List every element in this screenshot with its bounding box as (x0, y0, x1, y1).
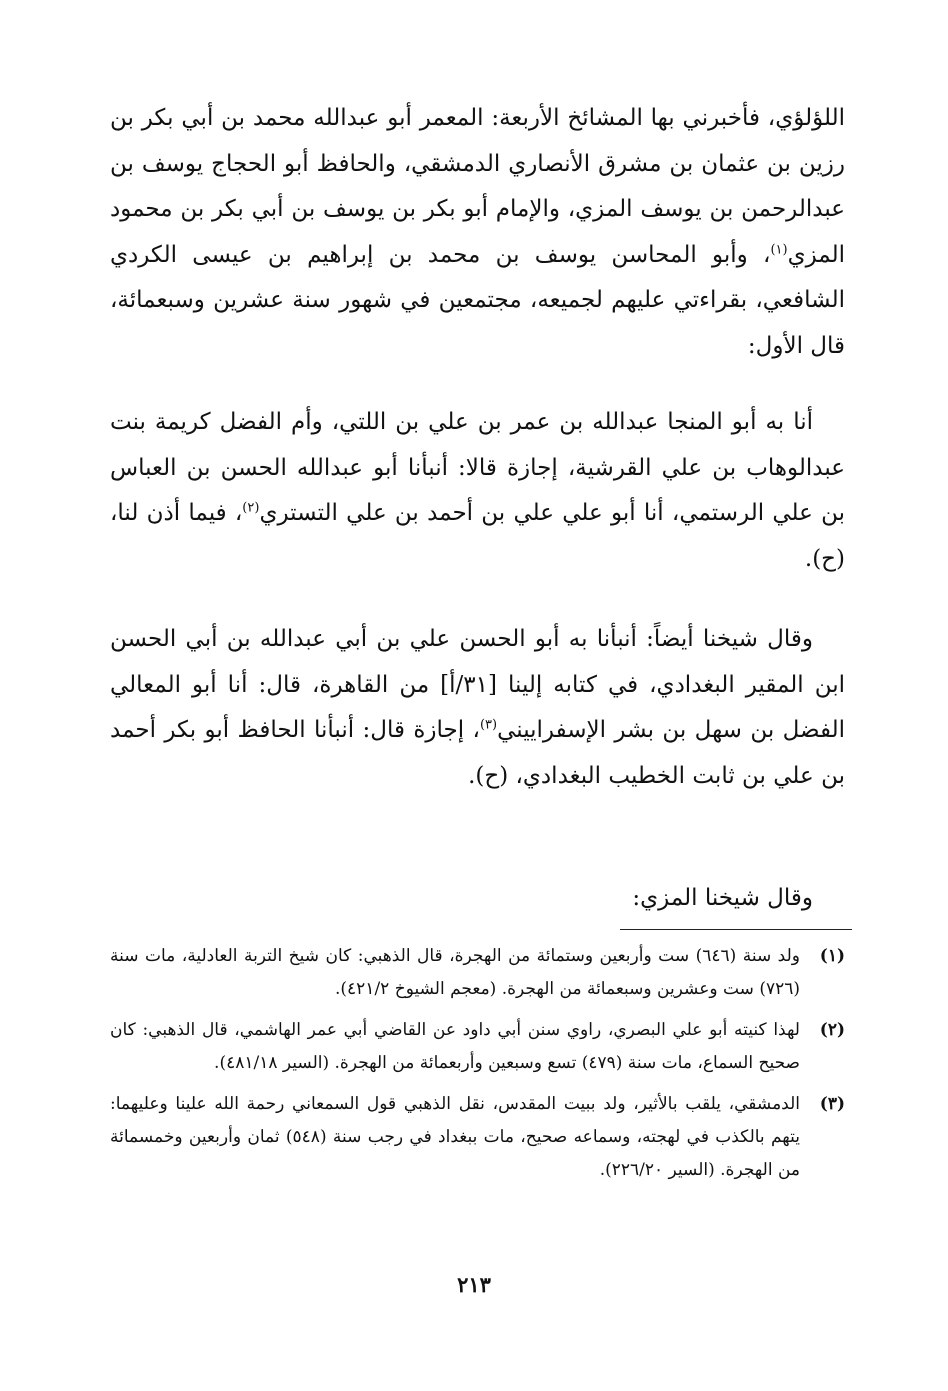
footnote-ref-1[interactable]: (١) (770, 241, 788, 257)
footnote-ref-2[interactable]: (٢) (242, 500, 260, 516)
paragraph-1 (110, 96, 845, 369)
footnote-3 (110, 1088, 845, 1187)
footnote-3-text: الدمشقي، يلقب بالأثير، ولد ببيت المقدس، نقل الذهبي قول السمعاني رحمة الله علينا وعليهما: يتهم بالكذب في لهجته، وسماعه صحيح، مات ببغداد في رجب سنة (٥٤٨) ثمان وأربعين وخمسمائة من الهجرة. (السير ٢٢٦/٢٠). (110, 1094, 800, 1180)
paragraph-4-text: وقال شيخنا المزي: (632, 885, 813, 911)
main-text (110, 96, 845, 922)
footnotes-section (110, 940, 845, 1195)
paragraph-2-text-a: أنا به أبو المنجا عبدالله بن عمر بن علي بن اللتي، وأم الفضل كريمة بنت عبدالوهاب بن علي القرشية، إجازة قالا: أنبأنا أبو عبدالله الحسن بن العباس بن علي الرستمي، أنا أبو علي علي بن أحمد بن علي التستري (110, 409, 845, 526)
footnote-1 (110, 940, 845, 1006)
paragraph-1-text-b: ، وأبو المحاسن يوسف بن محمد بن إبراهيم بن عيسى الكردي الشافعي، بقراءتي عليهم لجميعه، مجتمعين في شهور سنة عشرين وسبعمائة، قال الأول: (110, 241, 845, 359)
footnote-divider (620, 929, 852, 930)
footnote-ref-3[interactable]: (٣) (479, 717, 498, 733)
paragraph-2 (110, 400, 845, 582)
footnote-1-number: (١) (819, 946, 845, 966)
paragraph-1-text-a: اللؤلؤي، فأخبرني بها المشائخ الأربعة: المعمر أبو عبدالله محمد بن أبي بكر بن رزين بن عثمان بن مشرق الأنصاري الدمشقي، والحافظ أبو الحجاج يوسف بن عبدالرحمن بن يوسف المزي، والإمام أبو بكر بن يوسف بن أبي بكر بن محمود المزي (110, 105, 845, 268)
footnote-2-text: لهذا كنيته أبو علي البصري، راوي سنن أبي داود عن القاضي أبي عمر الهاشمي، قال الذهبي: كان صحيح السماع، مات سنة (٤٧٩) تسع وسبعين وأربعمائة من الهجرة. (السير ٤٨١/١٨). (110, 1020, 800, 1073)
footnote-3-number: (٣) (819, 1094, 845, 1114)
paragraph-3-text-a: وقال شيخنا أيضاً: أنبأنا به أبو الحسن علي بن أبي عبدالله بن أبي الحسن ابن المقير البغدادي، في كتابه إلينا [٣١/أ] من القاهرة، قال: أنا أبو المعالي الفضل بن سهل بن بشر الإسفراييني (110, 626, 845, 743)
paragraph-4 (110, 876, 845, 922)
page-number: ٢١٣ (457, 1272, 491, 1297)
footnote-1-text: ولد سنة (٦٤٦) ست وأربعين وستمائة من الهجرة، قال الذهبي: كان شيخ التربة العادلية، مات سنة (٧٢٦) ست وعشرين وسبعمائة من الهجرة. (معجم الشيوخ ٤٢١/٢). (110, 946, 800, 999)
footnote-2-number: (٢) (819, 1020, 845, 1040)
paragraph-3 (110, 617, 845, 845)
footnote-2 (110, 1014, 845, 1080)
paragraph-2-text-b: ، فيما أذن لنا، (ح). (110, 500, 845, 572)
paragraph-3-text-b: ، إجازة قال: أنبأنا الحافظ أبو بكر أحمد بن علي بن ثابت الخطيب البغدادي، (ح). (110, 717, 845, 789)
